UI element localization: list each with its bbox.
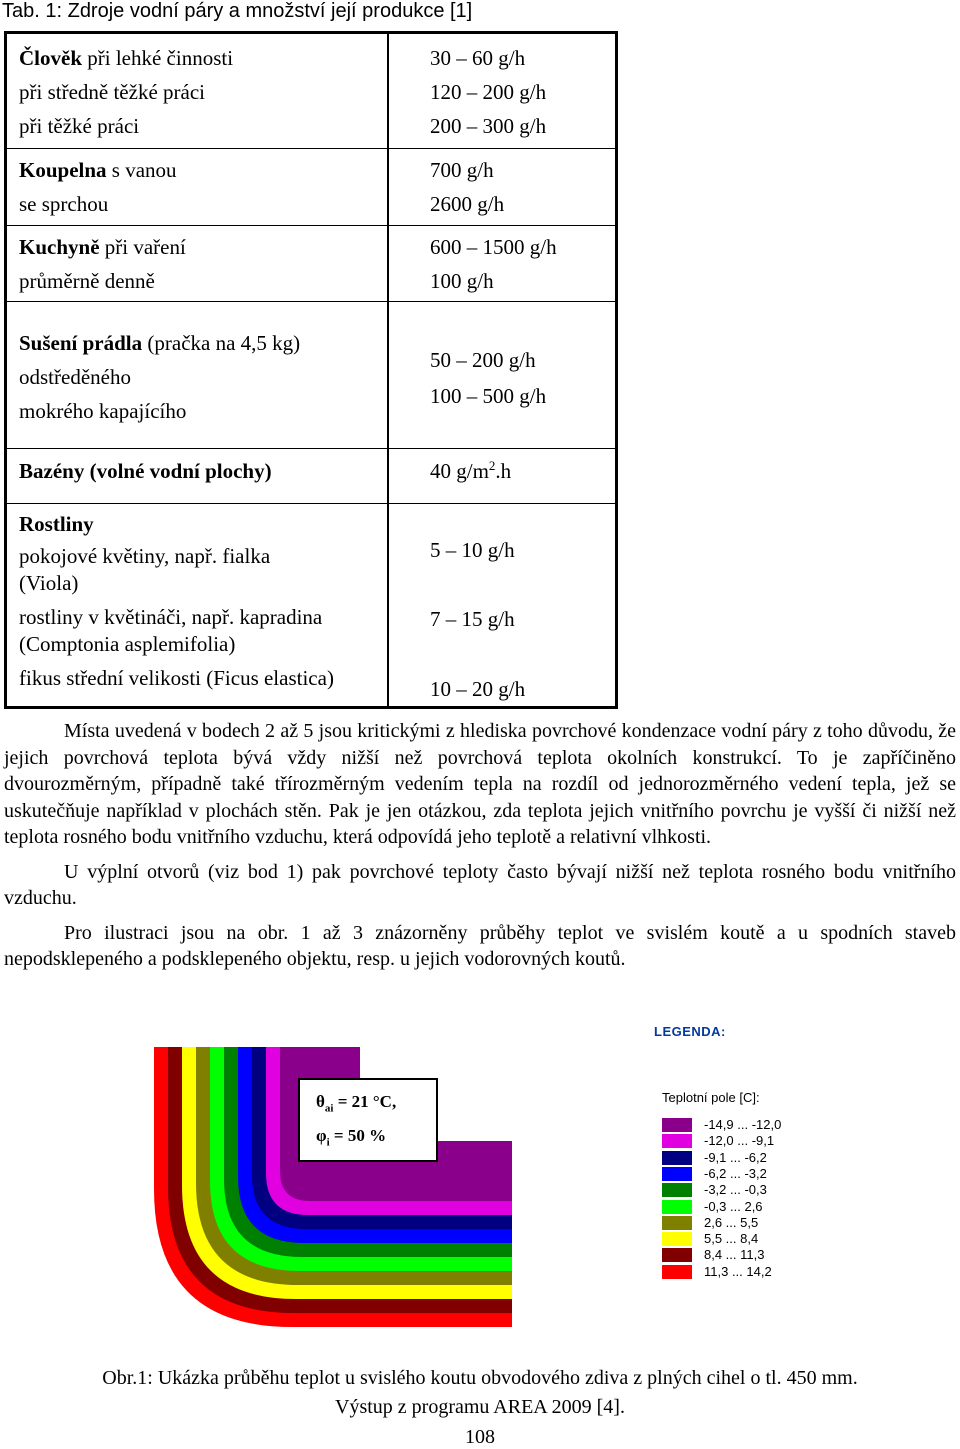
table-row-person-label: Člověk při lehké činnosti při středně těžké práci při těžké práci (19, 46, 234, 138)
relative-humidity-label: $\varphi_i = 50$ % (316, 1126, 387, 1149)
row-divider (7, 225, 615, 226)
plants-item-label: rostliny v květináči, např. kapradina (Comptonia asplemifolia) (19, 605, 323, 656)
paragraph: Místa uvedená v bodech 2 až 5 jsou kritickými z hlediska povrchové kondenzace vodní páry z toho důvodu, že jejich povrchová teplota bývá vždy nižší než povrchová teplota okolních konstrukcí. To je zapříčiněno dvourozměrným, případně také třírozměrným vedením tepla na rozdíl od jednorozměrného vedení tepla, jež se uskutečňuje například v plochách stěn. Pak je jen otázkou, zda teplota jejich vnitřního povrchu je vyšší či nižší než teplota rosného bodu vnitřního vzduchu, která odpovídá jeho teplotě a relativní vlhkosti. (4, 720, 956, 848)
legend-swatch (662, 1232, 692, 1246)
row-divider (7, 148, 615, 149)
legend-swatch (662, 1248, 692, 1262)
plants-item-label: fikus střední velikosti (Ficus elastica) (19, 666, 334, 690)
legend-swatch (662, 1134, 692, 1148)
legend-subtitle: Teplotní pole [C]: (662, 1090, 760, 1105)
table-row-laundry-label: Sušení prádla (pračka na 4,5 kg) odstředěného mokrého kapajícího (19, 331, 301, 423)
table-row-bathroom-value: 700 g/h 2600 g/h (430, 158, 505, 216)
plants-item-value: 7 – 15 g/h (430, 607, 515, 631)
row-divider (7, 448, 615, 449)
legend-swatch (662, 1216, 692, 1230)
legend-label: 5,5 ... 8,4 (704, 1231, 759, 1247)
plants-item-value: 10 – 20 g/h (430, 677, 526, 701)
legend-label: -14,9 ... -12,0 (704, 1117, 782, 1132)
table-row-kitchen-label: Kuchyně při vaření průměrně denně (19, 235, 186, 293)
plants-item-value: 5 – 10 g/h (430, 538, 515, 562)
column-divider (387, 34, 389, 706)
plants-item-label: pokojové květiny, např. fialka (Viola) (19, 544, 271, 595)
row-divider (7, 301, 615, 302)
legend-label: 2,6 ... 5,5 (704, 1214, 759, 1230)
legend-swatch (662, 1200, 692, 1214)
table-row-kitchen-value: 600 – 1500 g/h 100 g/h (430, 235, 557, 293)
table-row-person-value: 30 – 60 g/h 120 – 200 g/h 200 – 300 g/h (430, 46, 547, 138)
page-number: 108 (465, 1426, 495, 1448)
water-vapour-sources-table (4, 31, 618, 709)
paragraph: Pro ilustraci jsou na obr. 1 až 3 znázorněny průběhy teplot ve svislém koutě a u spodních staveb nepodsklepeného a podsklepeného objektu, resp. u jejich vodorovných koutů. (4, 921, 956, 970)
legend-label: 8,4 ... 11,3 (704, 1247, 765, 1263)
table-row-plants-label: Rostliny (19, 512, 94, 536)
table-row-laundry-value: 50 – 200 g/h 100 – 500 g/h (430, 348, 547, 408)
legend-title: LEGENDA: (654, 1024, 726, 1039)
indoor-temperature-label: $\theta_{ai} = 21$ °C, (316, 1092, 397, 1115)
legend-swatch (662, 1183, 692, 1197)
legend-label: -3,2 ... -0,3 (704, 1182, 767, 1198)
legend-label: -9,1 ... -6,2 (704, 1149, 767, 1165)
conditions-box (298, 1078, 438, 1162)
body-text (4, 718, 956, 973)
table-row-pools-value: 40 $g/m^2.h$ (430, 458, 512, 483)
legend-swatch (662, 1265, 692, 1279)
legend-swatch (662, 1151, 692, 1165)
legend-label: 11,3 ... 14,2 (704, 1263, 772, 1279)
paragraph: U výplní otvorů (viz bod 1) pak povrchové teploty často bývají nižší než teplota rosného bodu vnitřního vzduchu. (4, 860, 956, 909)
legend-label: -0,3 ... 2,6 (704, 1198, 763, 1214)
table-row-bathroom-label: Koupelna s vanou se sprchou (19, 158, 177, 216)
legend-label: -12,0 ... -9,1 (704, 1133, 775, 1149)
figure-caption: Obr.1: Ukázka průběhu teplot u svislého koutu obvodového zdiva z plných cihel o tl. 450 mm. Výstup z programu AREA 2009 [4]. (102, 1367, 858, 1418)
table-caption: Tab. 1: Zdroje vodní páry a množství její produkce [1] (2, 0, 473, 22)
legend-swatch (662, 1167, 692, 1181)
legend-swatch (662, 1118, 692, 1132)
table-row-pools-label: Bazény (volné vodní plochy) (19, 459, 272, 483)
row-divider (7, 503, 615, 504)
legend-label: -6,2 ... -3,2 (704, 1165, 767, 1181)
